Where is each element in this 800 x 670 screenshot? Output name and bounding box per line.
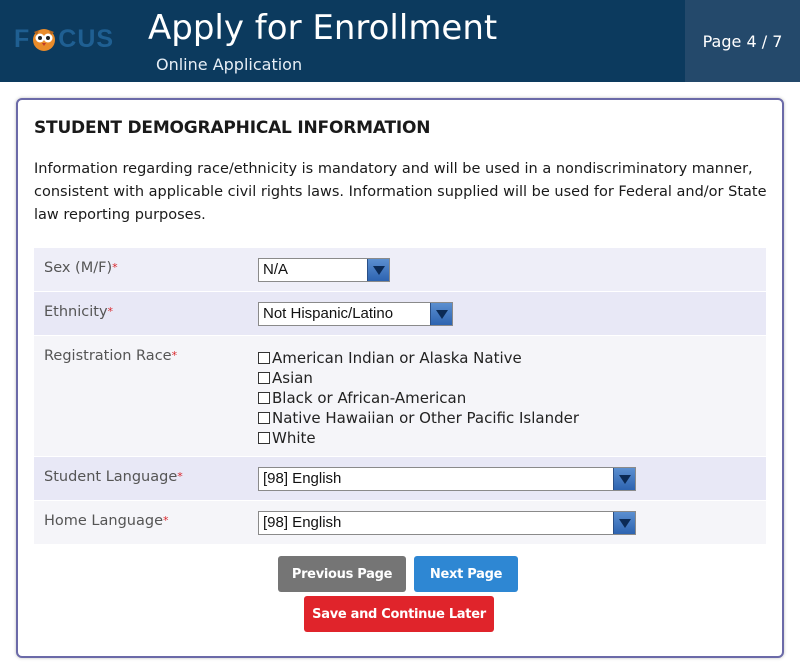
required-marker: * bbox=[163, 514, 169, 527]
dropdown-arrow-icon[interactable] bbox=[613, 468, 635, 490]
owl-logo-icon bbox=[31, 26, 57, 52]
next-page-button[interactable]: Next Page bbox=[414, 556, 518, 592]
logo-text-left: F bbox=[14, 24, 31, 53]
ethnicity-select-value: Not Hispanic/Latino bbox=[263, 305, 394, 322]
race-row bbox=[34, 336, 766, 457]
ethnicity-label: Ethnicity* bbox=[44, 304, 114, 320]
required-marker: * bbox=[112, 261, 118, 274]
demographics-card bbox=[16, 98, 784, 658]
required-marker: * bbox=[171, 349, 178, 362]
sex-select-value: N/A bbox=[263, 261, 289, 278]
student-language-row bbox=[34, 457, 766, 501]
dropdown-arrow-icon[interactable] bbox=[613, 512, 635, 534]
race-option[interactable]: Black or African-American bbox=[258, 388, 579, 408]
section-title: STUDENT DEMOGRAPHICAL INFORMATION bbox=[34, 118, 431, 138]
student-language-select[interactable] bbox=[258, 467, 636, 491]
checkbox[interactable] bbox=[258, 372, 270, 384]
race-checkbox-group bbox=[258, 348, 579, 448]
home-language-row bbox=[34, 501, 766, 545]
required-marker: * bbox=[107, 305, 114, 318]
app-subtitle: Online Application bbox=[156, 55, 303, 74]
demographics-form bbox=[34, 248, 766, 545]
save-and-continue-later-button[interactable]: Save and Continue Later bbox=[304, 596, 494, 632]
home-language-select[interactable] bbox=[258, 511, 636, 535]
checkbox[interactable] bbox=[258, 352, 270, 364]
sex-row bbox=[34, 248, 766, 292]
ethnicity-select[interactable] bbox=[258, 302, 453, 326]
home-language-select-value: [98] English bbox=[263, 514, 342, 531]
checkbox[interactable] bbox=[258, 432, 270, 444]
sex-select[interactable] bbox=[258, 258, 390, 282]
app-header bbox=[0, 0, 800, 82]
dropdown-arrow-icon[interactable] bbox=[430, 303, 452, 325]
race-option[interactable]: American Indian or Alaska Native bbox=[258, 348, 579, 368]
app-title: Apply for Enrollment bbox=[148, 8, 498, 48]
race-option[interactable]: Asian bbox=[258, 368, 579, 388]
previous-page-button[interactable]: Previous Page bbox=[278, 556, 406, 592]
ethnicity-row bbox=[34, 292, 766, 336]
page-indicator: Page 4 / 7 bbox=[685, 0, 800, 82]
logo-text-right: CUS bbox=[58, 24, 115, 53]
required-marker: * bbox=[177, 470, 183, 483]
intro-text: Information regarding race/ethnicity is mandatory and will be used in a nondiscriminatory manner, consistent with applicable civil rights laws. Information supplied will be used for Federal and/or State law reporting purposes. bbox=[34, 161, 767, 223]
home-language-label: Home Language* bbox=[44, 513, 169, 529]
race-label: Registration Race* bbox=[44, 348, 178, 364]
checkbox[interactable] bbox=[258, 392, 270, 404]
race-option[interactable]: Native Hawaiian or Other Pacific Islander bbox=[258, 408, 579, 428]
student-language-select-value: [98] English bbox=[263, 470, 342, 487]
race-option[interactable]: White bbox=[258, 428, 579, 448]
focus-logo[interactable] bbox=[14, 22, 124, 56]
dropdown-arrow-icon[interactable] bbox=[367, 259, 389, 281]
checkbox[interactable] bbox=[258, 412, 270, 424]
student-language-label: Student Language* bbox=[44, 469, 183, 485]
sex-label: Sex (M/F)* bbox=[44, 260, 118, 276]
